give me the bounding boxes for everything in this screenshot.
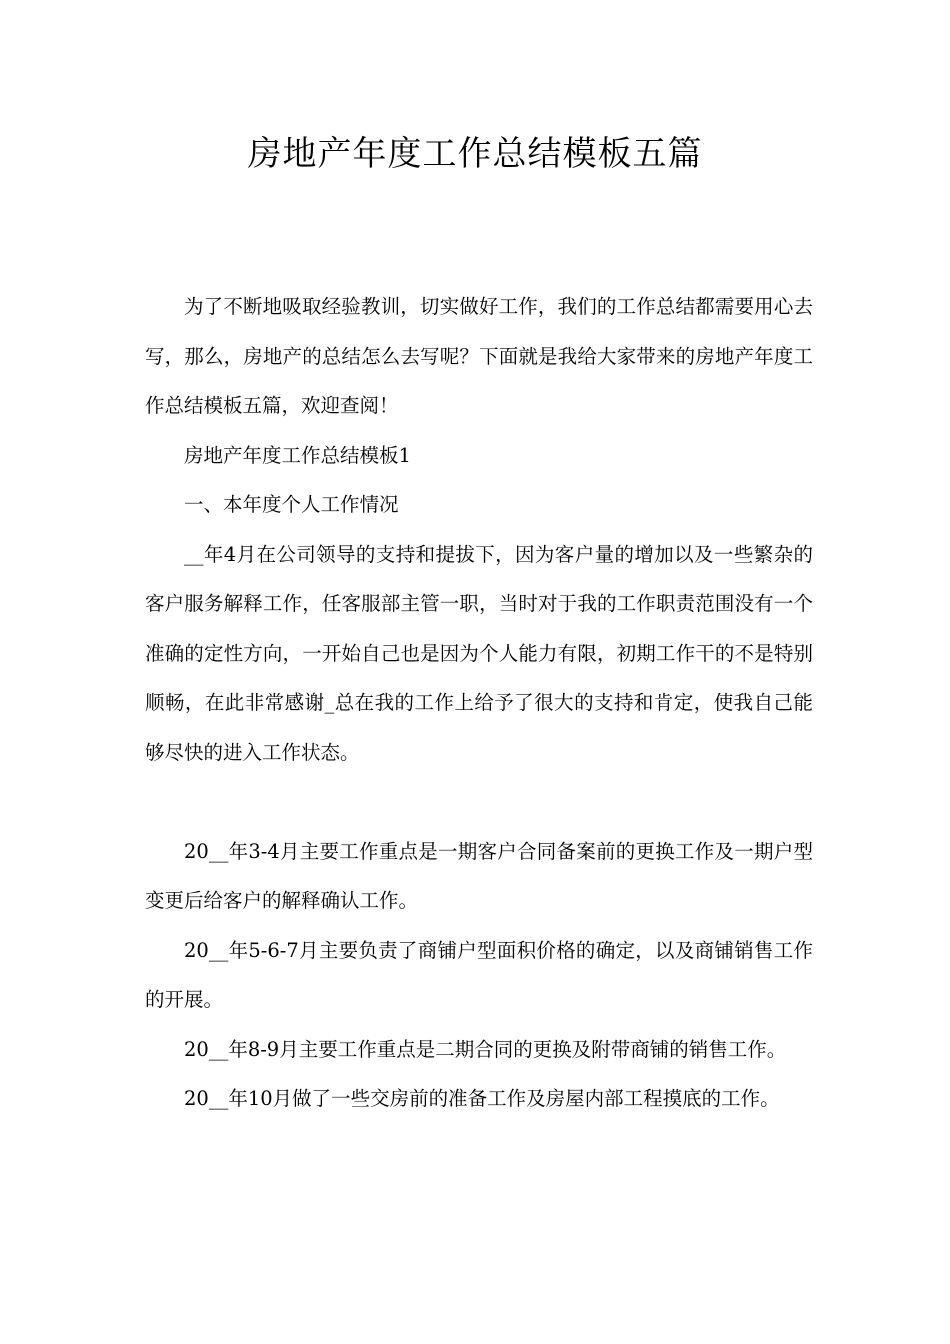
intro-paragraph: 为了不断地吸取经验教训，切实做好工作，我们的工作总结都需要用心去写，那么，房地产的总结怎么去写呢？下面就是我给大家带来的房地产年度工作总结模板五篇，欢迎查阅！	[145, 295, 813, 417]
body-paragraph: 20__年10月做了一些交房前的准备工作及房屋内部工程摸底的工作。	[184, 1087, 780, 1110]
body-paragraph: 20__年8-9月主要工作重点是二期合同的更换及附带商铺的销售工作。	[184, 1037, 787, 1061]
section-heading-personal-work: 一、本年度个人工作情况	[184, 493, 399, 516]
body-paragraph: 20__年3-4月主要工作重点是一期客户合同备案前的更换工作及一期户型变更后给客户的解释确认工作。	[145, 839, 813, 912]
document-title: 房地产年度工作总结模板五篇	[247, 134, 703, 174]
body-paragraph: __年4月在公司领导的支持和提拔下，因为客户量的增加以及一些繁杂的客户服务解释工作，任客服部主管一职，当时对于我的工作职责范围没有一个准确的定性方向，一开始自己也是因为个人能力有限，初期工作干的不是特别顺畅，在此非常感谢_总在我的工作上给予了很大的支持和肯定，使我自己能够尽快的进入工作状态。	[145, 542, 813, 764]
document-body	[145, 282, 813, 1124]
body-paragraph: 20__年5-6-7月主要负责了商铺户型面积价格的确定，以及商铺销售工作的开展。	[145, 938, 813, 1011]
section-heading-template-1: 房地产年度工作总结模板1	[184, 443, 411, 467]
